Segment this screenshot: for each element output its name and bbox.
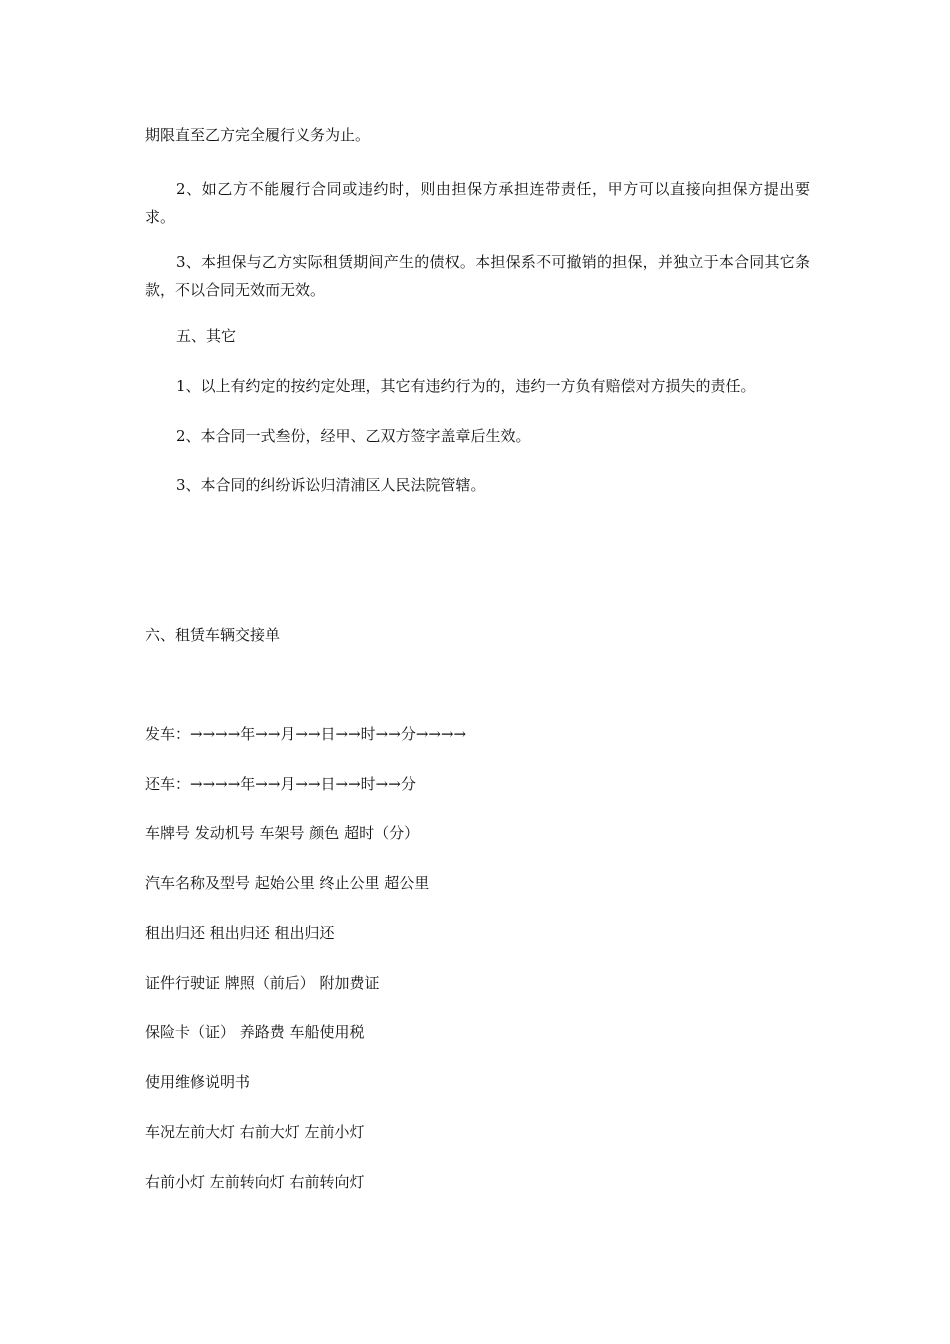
departure-line: 发车：→→→→年→→月→→日→→时→→分→→→→	[145, 725, 467, 743]
section4-item-2: 2、如乙方不能履行合同或违约时，则由担保方承担连带责任，甲方可以直接向担保方提出要求。	[145, 180, 810, 226]
section5-item-3: 3、本合同的纠纷诉讼归清浦区人民法院管辖。	[176, 476, 486, 494]
handover-row-4: 证件行驶证 牌照（前后） 附加费证	[145, 974, 380, 992]
section5-heading: 五、其它	[176, 327, 237, 345]
handover-row-7: 车况左前大灯 右前大灯 左前小灯	[145, 1123, 365, 1141]
handover-row-5: 保险卡（证） 养路费 车船使用税	[145, 1023, 365, 1041]
section6-heading: 六、租赁车辆交接单	[145, 626, 281, 644]
section4-item-3: 3、本担保与乙方实际租赁期间产生的债权。本担保系不可撤销的担保，并独立于本合同其它条款，不以合同无效而无效。	[145, 253, 810, 299]
section4-continuation: 期限直至乙方完全履行义务为止。	[145, 126, 371, 144]
section5-item-1: 1、以上有约定的按约定处理，其它有违约行为的，违约一方负有赔偿对方损失的责任。	[176, 377, 756, 395]
handover-row-3: 租出归还 租出归还 租出归还	[145, 924, 335, 942]
section5-item-2: 2、本合同一式叁份，经甲、乙双方签字盖章后生效。	[176, 427, 531, 445]
handover-row-1: 车牌号 发动机号 车架号 颜色 超时（分）	[145, 824, 420, 842]
handover-row-8: 右前小灯 左前转向灯 右前转向灯	[145, 1173, 365, 1191]
handover-row-6: 使用维修说明书	[145, 1073, 251, 1091]
return-line: 还车：→→→→年→→月→→日→→时→→分	[145, 775, 416, 793]
handover-row-2: 汽车名称及型号 起始公里 终止公里 超公里	[145, 874, 430, 892]
